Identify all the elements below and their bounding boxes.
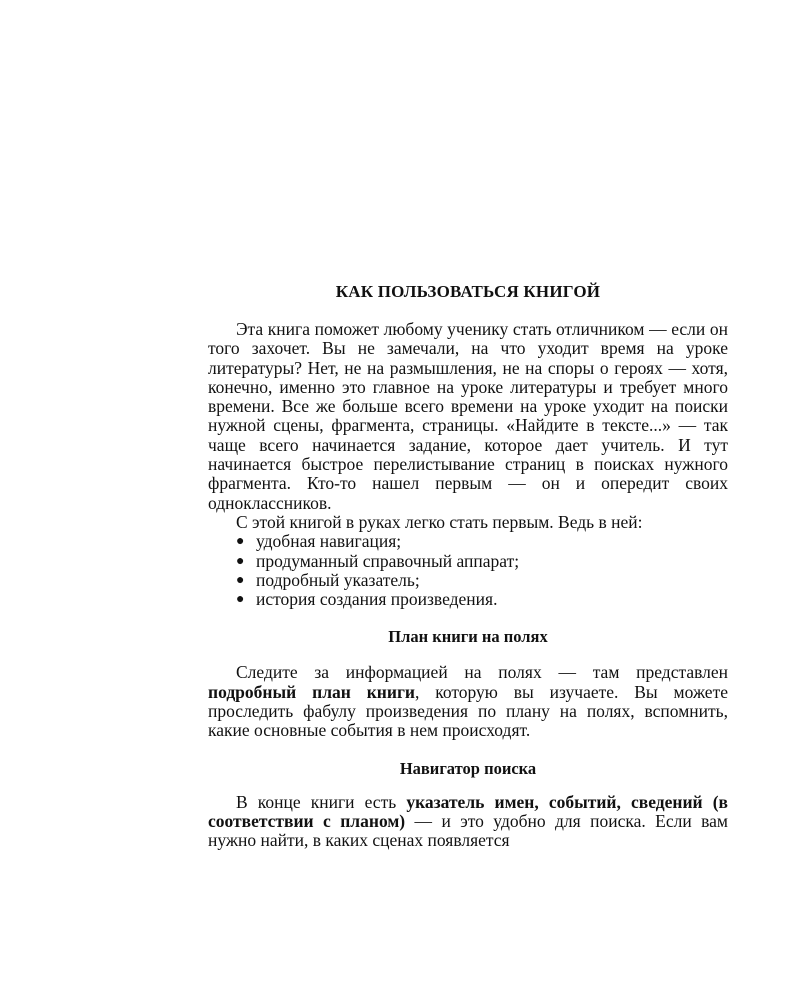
section-paragraph-book-plan <box>208 663 728 740</box>
feature-list <box>208 532 728 609</box>
bullet-icon: ● <box>236 553 245 569</box>
list-item-text: подробный указатель; <box>256 569 420 590</box>
bullet-icon: ● <box>236 572 245 588</box>
list-item <box>236 532 728 551</box>
bold-term: указатель имен, событий, сведений (в соответствии с планом) <box>208 791 728 831</box>
section-heading-search-navigator: Навигатор поиска <box>399 758 537 778</box>
intro-paragraph-2: С этой книгой в руках легко стать первым. Ведь в ней: <box>236 511 643 532</box>
list-item-text: история создания произведения. <box>256 589 498 610</box>
bold-term: подробный план книги <box>208 681 415 702</box>
text-segment: — и это удобно для поиска. Если вам нужно найти, в каких сценах появляется <box>208 810 728 851</box>
text-segment: , которую вы изучаете. Вы можете проследить фабулу произведения по плану на полях, вспомнить, какие основные события в нем происходят. <box>208 681 728 741</box>
intro-paragraph-1: Эта книга поможет любому ученику стать отличником — если он того захочет. Вы не замечали, на что уходит время на уроке литературы? Нет, не на размышления, не на споры о героях — хотя, конечно, именно это главное на уроке литературы и требует много времени. Все же больше всего времени на уроке уходит на поиски нужной сцены, фрагмента, страницы. «Найдите в тексте...» — так чаще всего начинается задание, которое дает учитель. И тут начинается быстрое перелистывание страниц в поисках нужного фрагмента. Кто-то нашел первым — он и опередит своих одноклассников. <box>208 319 728 513</box>
section-paragraph-search-navigator <box>208 793 728 851</box>
bullet-icon: ● <box>236 592 245 608</box>
text-segment: Следите за информацией на полях — там представлен <box>236 662 728 683</box>
page-title: КАК ПОЛЬЗОВАТЬСЯ КНИГОЙ <box>335 282 601 301</box>
text-segment: В конце книги есть <box>236 791 407 812</box>
list-item-text: удобная навигация; <box>256 531 402 552</box>
bullet-icon: ● <box>236 534 245 550</box>
page-content <box>208 282 728 851</box>
list-item <box>236 590 728 609</box>
list-item <box>236 552 728 571</box>
section-heading-book-plan: План книги на полях <box>388 627 548 647</box>
list-item-text: продуманный справочный аппарат; <box>256 550 520 571</box>
list-item <box>236 571 728 590</box>
